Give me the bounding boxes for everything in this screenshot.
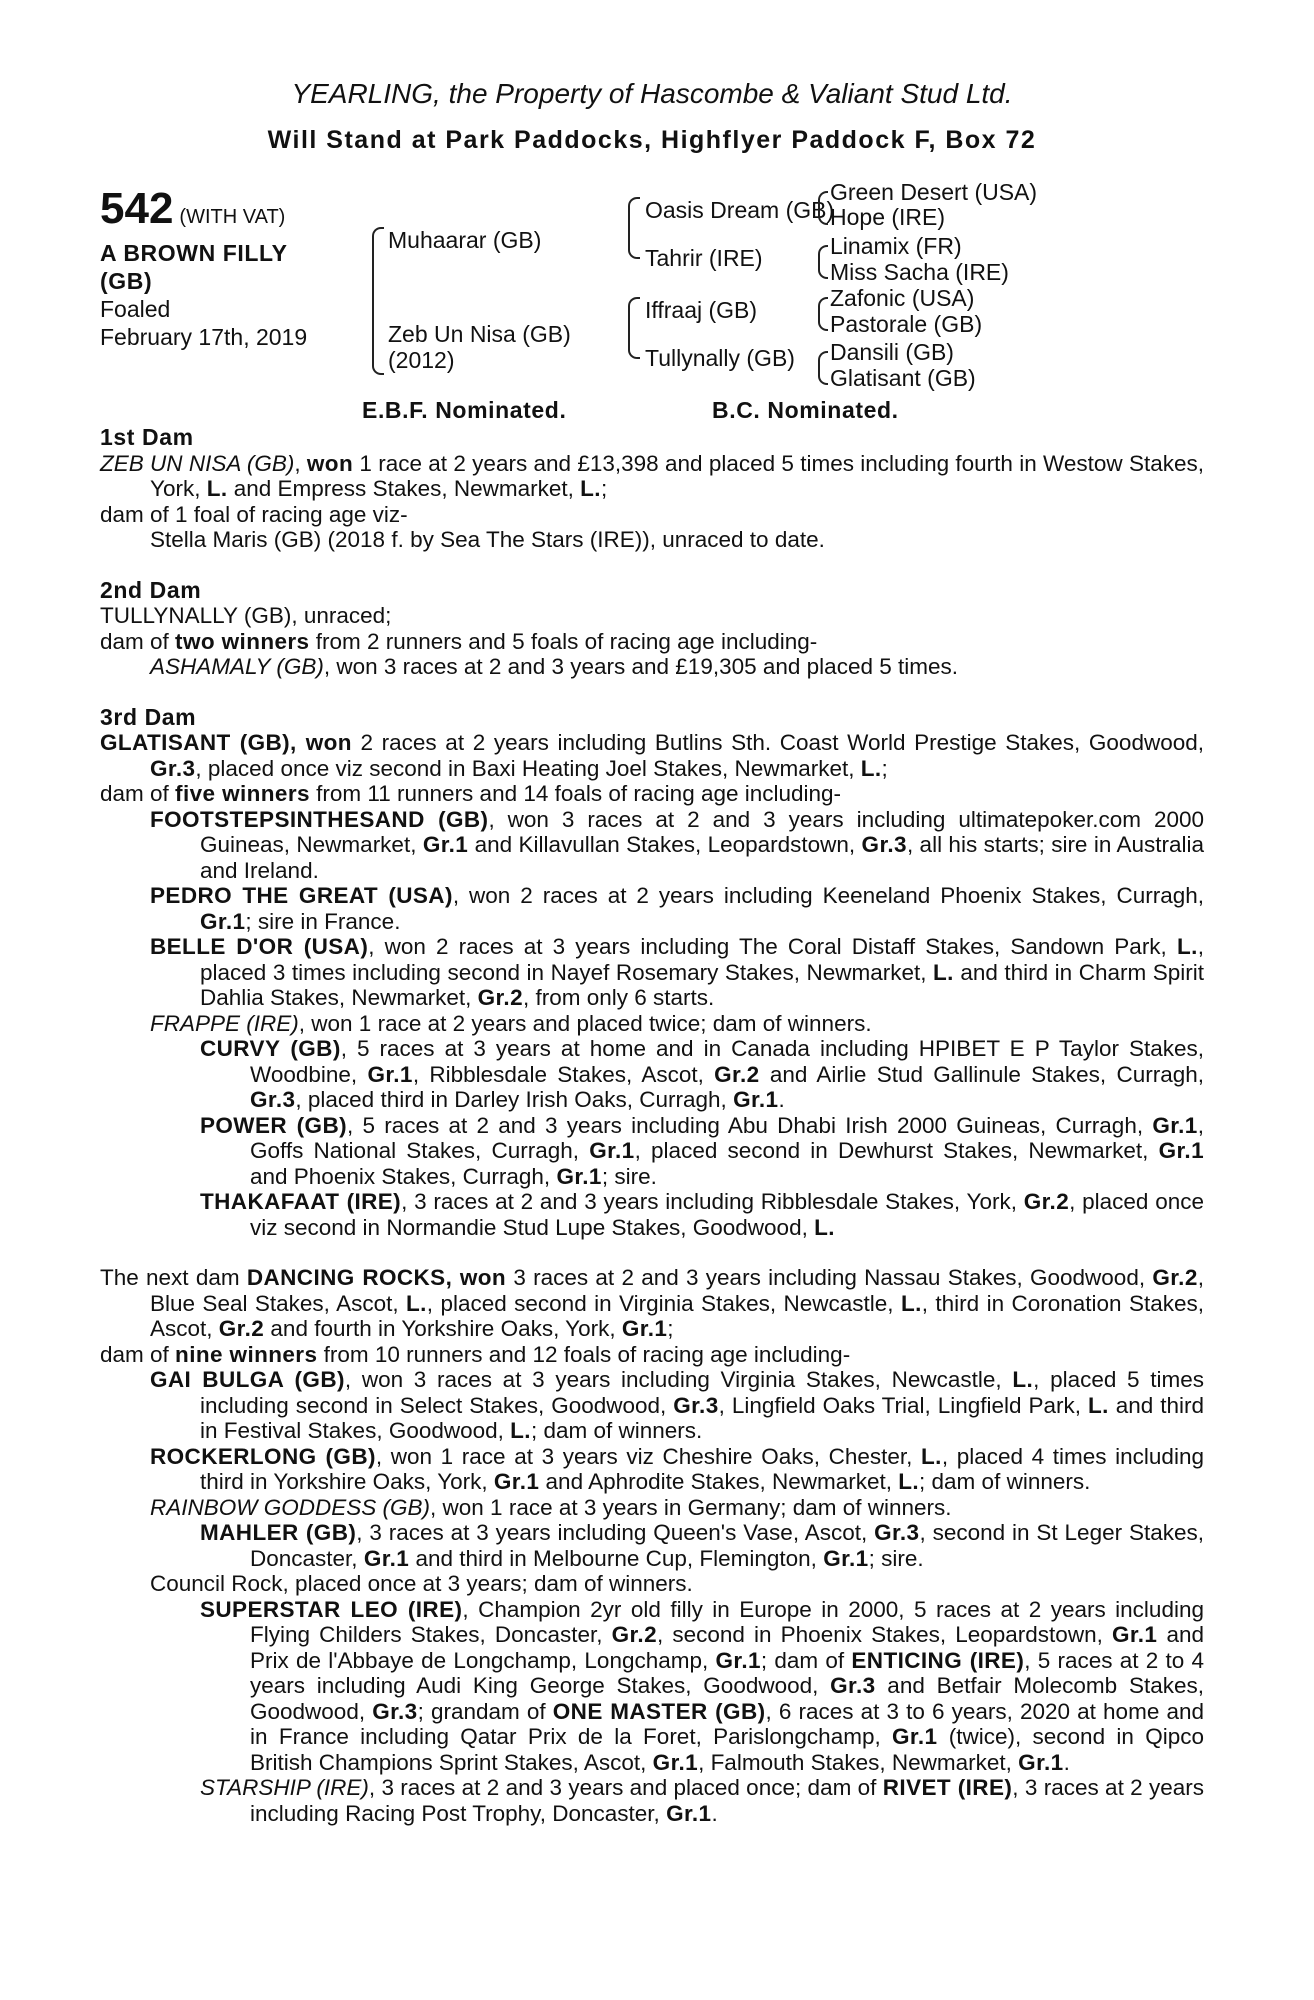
listed-badge: L. [860, 755, 882, 781]
group-badge: Gr.1 [493, 1469, 540, 1494]
group-badge: Gr.1 [666, 1800, 712, 1826]
record-text: , placed 3 times including second in Nayef Rosemary Stakes, Newmarket, [200, 934, 1204, 985]
group-badge: Gr.1 [589, 1138, 635, 1163]
record-text: ; sire. [868, 1545, 924, 1571]
next-dam-record [100, 1265, 1204, 1342]
produce-frappe [100, 1011, 1204, 1037]
first-dam-produce-intro: dam of 1 foal of racing age viz- [100, 501, 408, 527]
horse-name: PEDRO THE GREAT (USA) [150, 883, 453, 908]
pedigree-brace-3b [818, 245, 828, 279]
produce-power [100, 1113, 1204, 1190]
record-text: dam of [100, 628, 176, 654]
listed-badge: L. [1088, 1392, 1109, 1418]
record-text: , won 2 races at 2 years including Keeneland Phoenix Stakes, Curragh, [452, 883, 1204, 908]
produce-pedro-the-great [100, 883, 1204, 934]
foaled-label: Foaled [100, 296, 171, 322]
horse-name: MAHLER (GB) [200, 1520, 357, 1545]
produce-belle-dor [100, 934, 1204, 1011]
second-dam-produce [100, 629, 1204, 655]
third-dam-heading: 3rd Dam [100, 703, 197, 730]
group-badge: Gr.1 [652, 1749, 699, 1775]
horse-name: FRAPPE (IRE) [150, 1010, 299, 1036]
record-text: 3 races at 2 and 3 years including Nassau Stakes, Goodwood, [506, 1265, 1153, 1290]
lot-info [100, 185, 340, 351]
group-badge: Gr.2 [714, 1061, 760, 1087]
pedigree-brace-3c [818, 297, 828, 331]
horse-name: ONE MASTER (GB) [552, 1698, 766, 1724]
record-text: ; sire in France. [245, 908, 401, 934]
record-text: , 3 races at 2 and 3 years and placed once; dam of [368, 1775, 883, 1800]
group-badge: Gr.2 [477, 985, 523, 1010]
dam-name: Zeb Un Nisa (GB) [388, 321, 571, 347]
sire-name: Muhaarar (GB) [388, 227, 542, 253]
record-text: ; [881, 755, 888, 781]
horse-name: SUPERSTAR LEO (IRE) [200, 1596, 463, 1622]
great-grandparent-3: Linamix (FR) [830, 233, 962, 259]
record-text: ; sire. [601, 1163, 657, 1189]
group-badge: Gr.3 [673, 1392, 719, 1418]
second-dam-section [100, 578, 1204, 680]
produce-curvy [100, 1036, 1204, 1113]
great-grandparent-2: Hope (IRE) [830, 204, 946, 230]
record-text: ; grandam of [417, 1698, 553, 1724]
group-badge: Gr.3 [150, 755, 196, 781]
vat-label: (WITH VAT) [179, 206, 286, 228]
record-text: from 2 runners and 5 foals of racing age including- [309, 628, 818, 654]
listed-badge: L. [900, 1290, 922, 1316]
group-badge: Gr.3 [250, 1087, 296, 1112]
pedigree-brace-2b [628, 297, 640, 359]
produce-council-rock: Council Rock, placed once at 3 years; dam of winners. [150, 1571, 693, 1596]
sire-dam: Tahrir (IRE) [645, 245, 763, 271]
record-text: , won 1 race at 2 years and placed twice; dam of winners. [298, 1010, 872, 1036]
group-badge: Gr.3 [372, 1698, 418, 1724]
horse-name: ROCKERLONG (GB) [150, 1443, 376, 1469]
won-label: , won [290, 730, 352, 755]
record-text: , Lingfield Oaks Trial, Lingfield Park, [718, 1392, 1088, 1418]
record-text: , placed 5 times including second in Select Stakes, Goodwood, [200, 1367, 1205, 1418]
winners-count: five winners [175, 781, 310, 806]
record-text: ; dam of winners. [530, 1418, 703, 1443]
horse-name: CURVY (GB) [200, 1036, 341, 1061]
record-text: and Betfair Molecomb Stakes, Goodwood, [250, 1673, 1204, 1724]
record-text: and third in Charm Spirit Dahlia Stakes, Newmarket, [200, 959, 1205, 1010]
dam-dam: Tullynally (GB) [645, 345, 795, 371]
listed-badge: L. [921, 1443, 942, 1469]
first-dam-record: ZEB UN NISA (GB), won 1 race at 2 years and £13,398 and placed 5 times including fourth in Westow Stakes, York, L. and Empress Stakes, Newmarket, L.; [100, 450, 1204, 501]
pedigree-brace-1 [372, 227, 384, 375]
sire-sire: Oasis Dream (GB) [645, 197, 835, 223]
group-badge: Gr.1 [1018, 1749, 1064, 1775]
lot-number: 542 [100, 184, 174, 233]
first-dam-heading: 1st Dam [100, 424, 194, 450]
produce-rainbow-goddess [100, 1495, 1204, 1521]
listed-badge: L. [510, 1418, 531, 1443]
group-badge: Gr.1 [363, 1545, 410, 1571]
produce-mahler [100, 1520, 1204, 1571]
great-grandparent-1: Green Desert (USA) [830, 179, 1038, 205]
stand-location: Will Stand at Park Paddocks, Highflyer Paddock F, Box 72 [267, 126, 1037, 154]
ebf-nominated: E.B.F. Nominated. [362, 397, 567, 423]
next-dam-produce [100, 1342, 1204, 1368]
group-badge: Gr.1 [1158, 1138, 1204, 1163]
listed-badge: L. [1176, 934, 1198, 959]
record-text: The next dam [100, 1265, 247, 1290]
record-text: and Prix de l'Abbaye de Longchamp, Longchamp, [250, 1622, 1204, 1673]
listed-badge: L. [933, 959, 954, 985]
produce-thakafaat [100, 1189, 1204, 1240]
great-grandparent-4: Miss Sacha (IRE) [830, 259, 1009, 285]
third-dam-section [100, 705, 1204, 1241]
group-badge: Gr.2 [218, 1316, 265, 1341]
record-text: from 11 runners and 14 foals of racing age including- [309, 781, 842, 806]
first-dam-section [100, 425, 1204, 553]
record-text: , 3 races at 3 years including Queen's Vase, Ascot, [356, 1520, 875, 1545]
group-badge: Gr.1 [823, 1545, 869, 1571]
produce-starship [100, 1775, 1204, 1826]
record-text: and Empress Stakes, Newmarket, [227, 476, 581, 501]
record-text: and third in Festival Stakes, Goodwood, [200, 1392, 1205, 1443]
won-label: won [306, 450, 354, 476]
horse-name: RIVET (IRE) [882, 1775, 1013, 1800]
record-text: , placed once viz second in Normandie Stud Lupe Stakes, Goodwood, [250, 1189, 1204, 1240]
record-text: , Ribblesdale Stakes, Ascot, [412, 1061, 715, 1087]
horse-name: DANCING ROCKS [246, 1265, 446, 1290]
record-text: , 5 races at 3 years at home and in Canada including HPIBET E P Taylor Stakes, Woodbine, [250, 1036, 1205, 1087]
next-dam-section [100, 1265, 1204, 1826]
great-grandparent-7: Dansili (GB) [830, 339, 954, 365]
record-text: , won 1 race at 3 years in Germany; dam of winners. [430, 1494, 952, 1520]
record-text: ; dam of winners. [919, 1469, 1091, 1494]
record-text: and Killavullan Stakes, Leopardstown, [468, 832, 862, 857]
third-dam-record [100, 730, 1204, 781]
produce-gai-bulga [100, 1367, 1204, 1444]
record-text: , 3 races at 2 years including Racing Post Trophy, Doncaster, [250, 1775, 1205, 1826]
group-badge: Gr.1 [1152, 1112, 1198, 1138]
first-dam-name: ZEB UN NISA (GB) [100, 450, 295, 476]
great-grandparent-5: Zafonic (USA) [830, 285, 975, 311]
produce-rockerlong [100, 1444, 1204, 1495]
record-text: , from only 6 starts. [523, 985, 715, 1010]
second-dam-record: TULLYNALLY (GB), unraced; [100, 603, 392, 628]
group-badge: Gr.1 [422, 832, 469, 857]
pedigree-brace-2a [628, 197, 640, 259]
pedigree-block [100, 179, 1204, 425]
record-text: ; dam of [760, 1647, 852, 1673]
record-text: , 3 races at 2 and 3 years including Ribblesdale Stakes, York, [401, 1189, 1024, 1214]
listed-badge: L. [206, 476, 228, 501]
won-label: , won [445, 1265, 507, 1290]
group-badge: Gr.3 [861, 832, 907, 857]
record-text: , won 2 races at 3 years including The Coral Distaff Stakes, Sandown Park, [368, 934, 1177, 959]
horse-name: BELLE D'OR (USA) [150, 934, 369, 959]
horse-name: THAKAFAAT (IRE) [200, 1189, 402, 1214]
second-dam-heading: 2nd Dam [100, 576, 202, 603]
winners-count: two winners [175, 628, 310, 654]
great-grandparent-6: Pastorale (GB) [830, 311, 983, 337]
group-badge: Gr.1 [1111, 1622, 1158, 1647]
listed-badge: L. [814, 1214, 835, 1240]
group-badge: Gr.1 [367, 1061, 413, 1087]
group-badge: Gr.1 [733, 1087, 779, 1112]
horse-name: ENTICING (IRE) [851, 1647, 1025, 1673]
record-text: , second in Phoenix Stakes, Leopardstown, [657, 1622, 1112, 1647]
record-text: and Aphrodite Stakes, Newmarket, [539, 1469, 899, 1494]
record-text: from 10 runners and 12 foals of racing age including- [317, 1341, 851, 1367]
dam-year: (2012) [388, 347, 455, 373]
produce-footstepsinthesand [100, 807, 1204, 884]
lot-description-country: (GB) [100, 268, 153, 294]
group-badge: Gr.3 [830, 1673, 876, 1698]
record-text: , won 3 races at 2 and 3 years and £19,305 and placed 5 times. [323, 654, 958, 679]
horse-name: FOOTSTEPSINTHESAND (GB) [150, 806, 489, 832]
record-text: 2 races at 2 years including Butlins Sth. Coast World Prestige Stakes, Goodwood, [351, 730, 1205, 755]
record-text: , placed second in Dewhurst Stakes, Newmarket, [634, 1138, 1159, 1163]
group-badge: Gr.1 [715, 1647, 761, 1673]
record-text: , placed 4 times including third in Yorkshire Oaks, York, [200, 1443, 1204, 1494]
group-badge: Gr.2 [1023, 1189, 1070, 1214]
record-text: dam of [100, 1341, 176, 1367]
record-text: , third in Coronation Stakes, Ascot, [150, 1290, 1205, 1341]
group-badge: Gr.1 [556, 1163, 602, 1189]
record-text: , second in St Leger Stakes, Doncaster, [250, 1520, 1204, 1571]
group-badge: Gr.3 [874, 1520, 920, 1545]
dam-sire: Iffraaj (GB) [645, 297, 758, 323]
record-text: . [1063, 1749, 1070, 1775]
record-text: , placed second in Virginia Stakes, Newcastle, [426, 1290, 901, 1316]
lot-description: A BROWN FILLY [100, 240, 288, 266]
record-text: and Airlie Stud Gallinule Stakes, Curragh, [759, 1061, 1204, 1087]
group-badge: Gr.2 [1152, 1265, 1198, 1290]
record-text: . [778, 1087, 785, 1112]
horse-name: GLATISANT (GB) [100, 730, 291, 755]
produce-superstar-leo [100, 1597, 1204, 1776]
record-text: , placed third in Darley Irish Oaks, Curragh, [295, 1087, 734, 1112]
produce-ashamaly [100, 654, 1204, 680]
record-text: , Falmouth Stakes, Newmarket, [698, 1749, 1019, 1775]
record-text: , Champion 2yr old filly in Europe in 2000, 5 races at 2 years including Flying Childers Stakes, Doncaster, [250, 1596, 1204, 1647]
horse-name: POWER (GB) [200, 1112, 347, 1138]
record-text: , won 3 races at 3 years including Virginia Stakes, Newcastle, [344, 1367, 1013, 1392]
catalogue-page [100, 78, 1204, 1826]
third-dam-produce [100, 781, 1204, 807]
record-text: , placed once viz second in Baxi Heating Joel Stakes, Newmarket, [195, 755, 861, 781]
horse-name: STARSHIP (IRE) [200, 1775, 369, 1800]
record-text: , 6 races at 3 to 6 years, 2020 at home and in France including Qatar Prix de la Foret, Parislongchamp, [250, 1698, 1204, 1749]
first-dam-foal: Stella Maris (GB) (2018 f. by Sea The Stars (IRE)), unraced to date. [150, 527, 825, 552]
record-text: 1 race at 2 years and £13,398 and placed 5 times including fourth in Westow Stakes, York, [150, 450, 1204, 501]
record-text: (twice), second in Qipco British Champions Sprint Stakes, Ascot, [250, 1724, 1204, 1775]
record-text: and third in Melbourne Cup, Flemington, [409, 1545, 824, 1571]
group-badge: Gr.1 [892, 1724, 938, 1749]
page-title: YEARLING, the Property of Hascombe & Valiant Stud Ltd. [291, 78, 1013, 109]
pedigree-brace-3d [818, 351, 828, 385]
record-text: dam of [100, 781, 176, 806]
record-text: , 5 races at 2 and 3 years including Abu Dhabi Irish 2000 Guineas, Curragh, [346, 1112, 1153, 1138]
record-text: , 5 races at 2 to 4 years including Audi King George Stakes, Goodwood, [250, 1647, 1204, 1698]
horse-name: GAI BULGA (GB) [150, 1367, 345, 1392]
record-text: , won 1 race at 3 years viz Cheshire Oaks, Chester, [375, 1443, 922, 1469]
listed-badge: L. [898, 1469, 920, 1494]
bc-nominated: B.C. Nominated. [712, 397, 899, 423]
record-text: . [711, 1800, 718, 1826]
listed-badge: L. [580, 476, 601, 501]
record-text: , all his starts; sire in Australia and Ireland. [200, 832, 1204, 883]
listed-badge: L. [1012, 1367, 1034, 1392]
record-text: , Goffs National Stakes, Curragh, [250, 1112, 1204, 1163]
group-badge: Gr.1 [621, 1316, 668, 1341]
horse-name: ASHAMALY (GB) [150, 654, 324, 679]
record-text: and fourth in Yorkshire Oaks, York, [264, 1316, 622, 1341]
pedigree-brace-3a [818, 191, 828, 225]
horse-name: RAINBOW GODDESS (GB) [150, 1494, 431, 1520]
group-badge: Gr.1 [200, 908, 246, 934]
group-badge: Gr.2 [611, 1622, 657, 1647]
record-text: ; [667, 1316, 674, 1341]
foaled-date: February 17th, 2019 [100, 324, 308, 350]
record-text: and Phoenix Stakes, Curragh, [250, 1163, 557, 1189]
record-text: ; [600, 476, 608, 501]
winners-count: nine winners [175, 1341, 318, 1367]
great-grandparent-8: Glatisant (GB) [830, 365, 976, 391]
record-text: , Blue Seal Stakes, Ascot, [150, 1265, 1205, 1316]
record-text: , won 3 races at 2 and 3 years including ultimatepoker.com 2000 Guineas, Newmarket, [200, 806, 1204, 857]
listed-badge: L. [406, 1290, 427, 1316]
